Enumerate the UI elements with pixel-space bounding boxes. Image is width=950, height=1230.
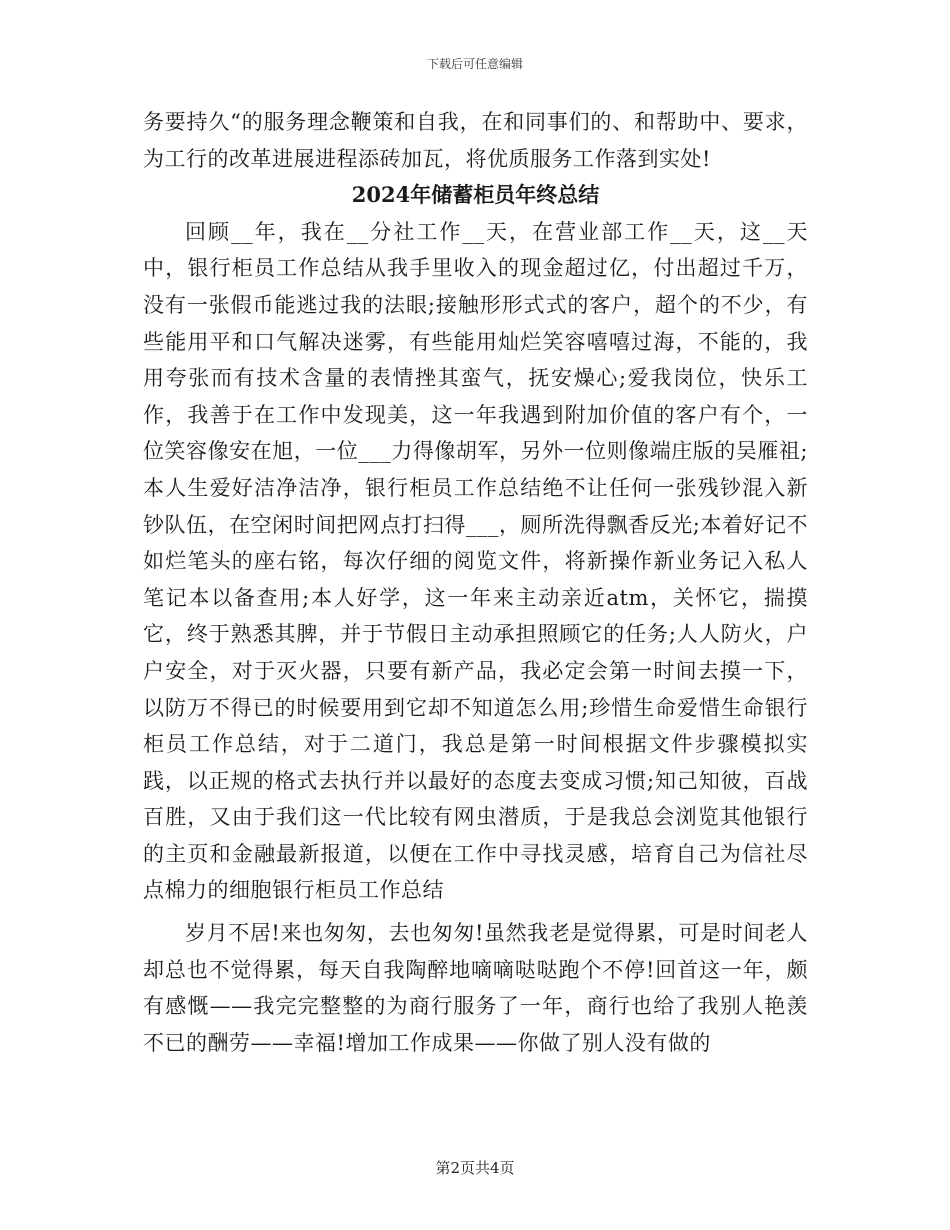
body-paragraph-1: 回顾__年，我在__分社工作__天，在营业部工作__天，这__天中，银行柜员工作总结从我手里收入的现金超过亿，付出超过千万，没有一张假币能逃过我的法眼;接触形形式式的客户，超个的不少，有些能用平和口气解决迷雾，有些能用灿烂笑容嘻嘻过海，不能的，我用夸张而有技术含量的表情挫其蛮气，抚安燥心;爱我岗位，快乐工作，我善于在工作中发现美，这一年我遇到附加价值的客户有个，一位笑容像安在旭，一位___力得像胡军，另外一位则像端庄版的吴雁祖;本人生爱好洁净洁净，银行柜员工作总结绝不让任何一张残钞混入新钞队伍，在空闲时间把网点打扫得___，厕所洗得飘香反光;本着好记不如烂笔头的座右铭，每次仔细的阅览文件，将新操作新业务记入私人笔记本以备查用;本人好学，这一年来主动亲近atm，关怀它，揣摸它，终于熟悉其脾，并于节假日主动承担照顾它的任务;人人防火，户户安全，对于灭火器，只要有新产品，我必定会第一时间去摸一下，以防万不得已的时候要用到它却不知道怎么用;珍惜生命爱惜生命银行柜员工作总结，对于二道门，我总是第一时间根据文件步骤模拟实践，以正规的格式去执行并以最好的态度去变成习惯;知己知彼，百战百胜，又由于我们这一代比较有网虫潜质，于是我总会浏览其他银行的主页和金融最新报道，以便在工作中寻找灵感，培育自己为信社尽点棉力的细胞银行柜员工作总结 bbox=[143, 219, 808, 903]
intro-paragraph: 务要持久“的服务理念鞭策和自我，在和同事们的、和帮助中、要求，为工行的改革进展进程添砖加瓦，将优质服务工作落到实处! bbox=[143, 110, 808, 171]
document-title: 2024年储蓄柜员年终总结 bbox=[351, 182, 600, 208]
body-paragraph-2: 岁月不居!来也匆匆，去也匆匆!虽然我老是觉得累，可是时间老人却总也不觉得累，每天自我陶醉地嘀嘀哒哒跑个不停!回首这一年，颇有感慨——我完完整整的为商行服务了一年，商行也给了我别人艳羡不已的酬劳——幸福!增加工作成果——你做了别人没有做的 bbox=[143, 921, 808, 1055]
page-number: 第2页共4页 bbox=[435, 1159, 515, 1177]
document-body bbox=[143, 104, 808, 1061]
page-header: 下载后可任意编辑 bbox=[426, 57, 523, 71]
